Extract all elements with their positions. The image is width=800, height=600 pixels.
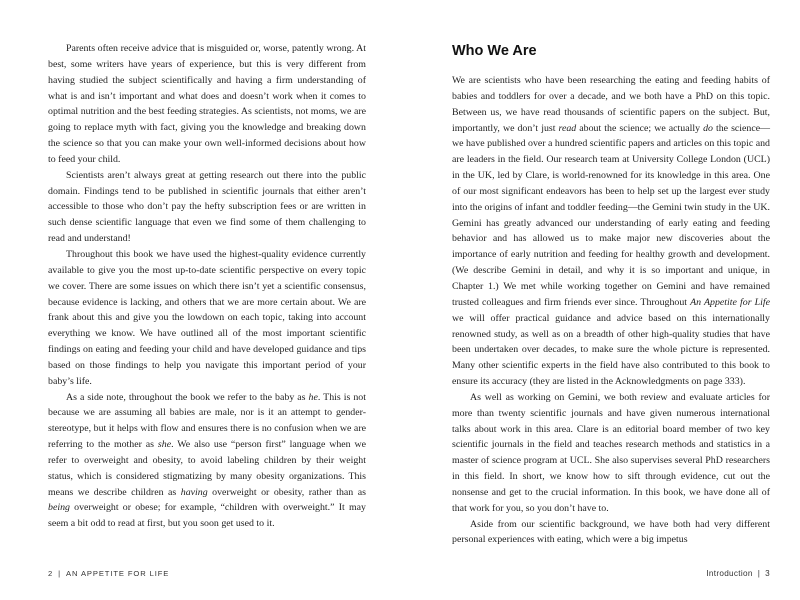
folio-separator: | [757, 569, 761, 578]
italic-run: having [180, 486, 208, 498]
italic-run: do [703, 122, 713, 134]
paragraph: Scientists aren’t always great at getting research out there into the public domain. Findings tend to be published in scientific journals that either aren’t accessible to those who don’t pay the hefty subscription fees or are written in such dense scientific language that even we find some of them challenging to read and understand! [48, 169, 366, 245]
text-run: . We also use “person first” language when we refer to overweight and obesity, to avoid labeling children by their weight status, which is considered stigmatizing by many obesity organizations. This means we describe children as [48, 439, 366, 498]
paragraph: Aside from our scientific background, we have both had very different personal experiences with eating, which were a big impetus [452, 518, 770, 546]
text-run: overweight or obesity, rather than as [207, 486, 366, 498]
text-run: We are scientists who have been researching the eating and feeding habits of babies and toddlers for over a decade, and we both have a PhD on this topic. Between us, we have read thousands of scientific papers on the subject. But, importantly, we don’t just [452, 75, 770, 134]
text-run: we will offer practical guidance and advice based on this internationally renowned study, as well as on a breadth of other high-quality studies that have been undertaken over decades, to make sure the whole picture is represented. Many other scientific experts in the field have also contributed to this book to ensure its accuracy (they are listed in the Acknowledgments on page 333). [452, 312, 770, 388]
folio-separator: | [58, 569, 61, 578]
text-run: overweight or obese; for example, “children with overweight.” It may seem a bit odd to read at first, but you soon get used to it. [48, 502, 366, 530]
running-title: Introduction [706, 569, 753, 578]
paragraph: Throughout this book we have used the highest-quality evidence currently available to give you the most up-to-date scientific perspective on every topic we cover. There are some issues on which there isn’t yet a scientific consensus, because evidence is lacking, and others that we are more certain about. We are frank about this and give you the lowdown on each topic, taking into account everything we know. We have outlined all of the most important scientific findings on eating and feeding your child and have developed guidance and tips based on those findings to help you navigate this important period of your baby’s life. [48, 248, 366, 387]
italic-run: she [157, 439, 172, 451]
left-text-column [48, 41, 366, 532]
italic-run: being [48, 502, 70, 514]
right-page [400, 0, 800, 600]
paragraph: Parents often receive advice that is misguided or, worse, patently wrong. At best, some writers have years of experience, but this is very different from having studied the subject scientifically and having a firm understanding of what is and isn’t important and what does and doesn’t work when it comes to optimal nutrition and the best feeding strategies. As scientists, not moms, we are going to replace myth with fact, giving you the knowledge and breaking down the science so that you can make your own well-informed decisions about how to feed your child. [48, 43, 366, 165]
italic-run: An Appetite for Life [690, 296, 770, 308]
text-run: the science—we have published over a hundred scientific papers and articles on this topic and are leaders in the field. Our research team at University College London (UCL) in the UK, led by Clare, is world-renowned for its knowledge in this area. One of our most significant endeavors has been to help set up the largest ever study into the origins of infant and toddler feeding—the Gemini twin study in the UK. Gemini has greatly advanced our understanding of early eating and feeding behavior and has allowed us to make major new discoveries about the importance of early nutrition and feeding for healthy growth and development. (We describe Gemini in detail, and why it is so important and unique, in Chapter 1.) We met while working together on Gemini and have remained trusted colleagues and firm friends ever since. Throughout [452, 122, 771, 308]
right-text-column [452, 73, 770, 548]
italic-run: read [558, 122, 577, 134]
section-heading: Who We Are [452, 43, 537, 59]
right-folio [706, 569, 770, 578]
text-run: about the science; we actually [576, 122, 704, 134]
page-number: 2 [48, 569, 54, 578]
page-number: 3 [765, 569, 770, 578]
paragraph: As well as working on Gemini, we both review and evaluate articles for more than twenty scientific journals and have given numerous international talks about work in this area. Clare is an editorial board member of two key scientific journals in the field and teaches research methods and statistics in a master of science program at UCL. She also supervises several PhD researchers in this field. In short, we know how to sift through evidence, cut out the nonsense and get to the crucial information. In this book, we have done all of that work for you, so you don’t have to. [452, 391, 770, 514]
left-folio [48, 569, 169, 578]
paragraph [452, 73, 770, 390]
running-title: AN APPETITE FOR LIFE [66, 569, 170, 578]
paragraph-side-note [48, 390, 366, 533]
italic-run: he [308, 391, 318, 403]
text-run: . This is not because we are assuming all babies are male, nor is it an attempt to gender-stereotype, but it helps with flow and ensures there is no confusion when we are referring to the mother as [48, 391, 366, 451]
text-run: As a side note, throughout the book we refer to the baby as [66, 391, 309, 403]
